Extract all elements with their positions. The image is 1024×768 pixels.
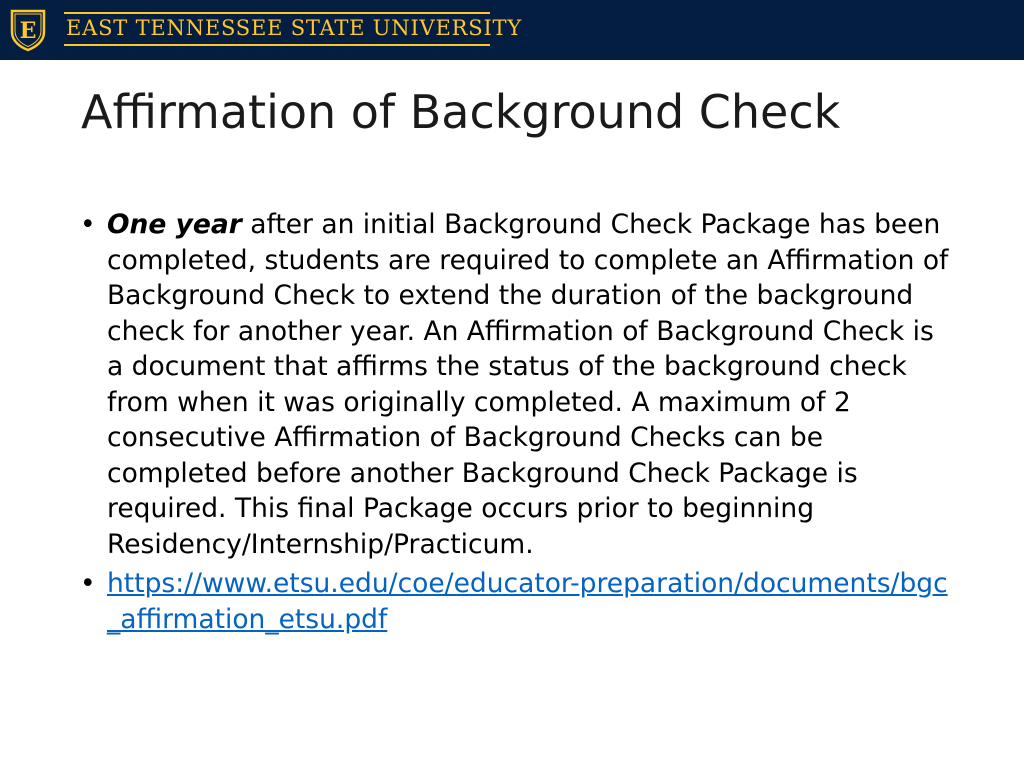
slide-title: Affirmation of Background Check — [81, 85, 841, 139]
bullet-item — [74, 566, 954, 637]
bullet-item — [74, 207, 954, 562]
bullet-icon: • — [80, 209, 96, 240]
bullet-emphasis: One year — [107, 209, 242, 240]
wordmark-rule — [64, 44, 490, 46]
logo-letter: E — [19, 18, 37, 44]
bullet-text: after an initial Background Check Package has been completed, students are required to complete an Affirmation of Background Check to extend the duration of the background check for another year. An Affirmation of Background Check is a document that affirms the status of the background check from when it was originally completed. A maximum of 2 consecutive Affirmation of Background Checks can be completed before another Background Check Package is required. This final Package occurs prior to beginning Residency/Internship/Practicum. — [107, 209, 949, 560]
bullet-icon: • — [80, 568, 96, 599]
affirmation-pdf-link[interactable]: https://www.etsu.edu/coe/educator-preparation/documents/bgc_affirmation_etsu.pdf — [107, 568, 948, 635]
etsu-logo-icon — [9, 8, 47, 52]
bullet-list — [74, 207, 954, 641]
university-wordmark: EAST TENNESSEE STATE UNIVERSITY — [66, 16, 523, 40]
header-banner — [0, 0, 1024, 60]
